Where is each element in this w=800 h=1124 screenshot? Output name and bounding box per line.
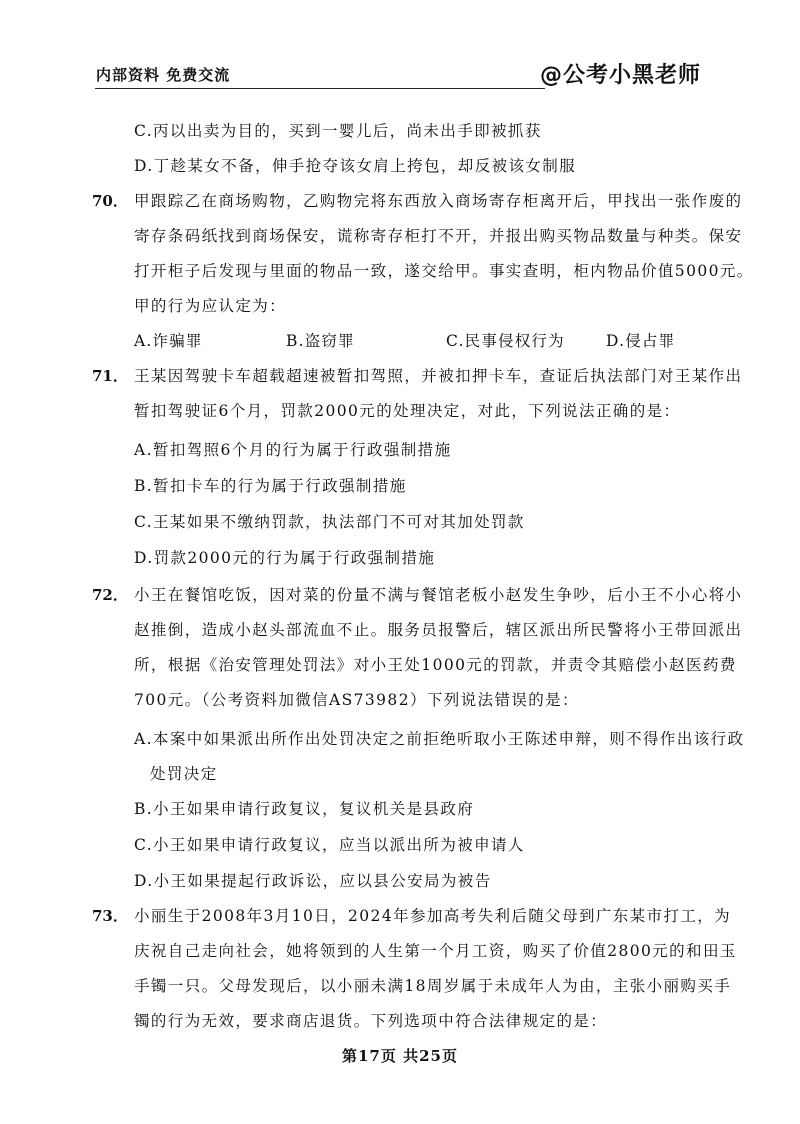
option-d: D.罚款2000元的行为属于行政强制措施	[134, 549, 436, 567]
question-text-line: 打开柜子后发现与里面的物品一致，遂交给甲。事实查明，柜内物品价值5000元。	[134, 262, 754, 280]
question-text-line: 手镯一只。父母发现后，以小丽未满18周岁属于未成年人为由，主张小丽购买手	[134, 977, 732, 995]
header-watermark: @公考小黑老师	[540, 63, 702, 88]
question-text-line: 甲的行为应认定为：	[134, 297, 287, 315]
question-number: 73．	[92, 907, 128, 925]
question-text-line: 王某因驾驶卡车超载超速被暂扣驾照，并被扣押卡车，查证后执法部门对王某作出	[134, 367, 743, 385]
question-text-line: 赵推倒，造成小赵头部流血不止。服务员报警后，辖区派出所民警将小王带回派出	[134, 621, 743, 639]
question-text-line: 小王在餐馆吃饭，因对菜的份量不满与餐馆老板小赵发生争吵，后小王不小心将小	[134, 586, 743, 604]
question-text-line: 庆祝自己走向社会，她将领到的人生第一个月工资，购买了价值2800元的和田玉	[134, 942, 737, 960]
question-number: 72．	[92, 586, 128, 604]
option-c: C.王某如果不缴纳罚款，执法部门不可对其加处罚款	[134, 513, 525, 531]
question-text-line: 寄存条码纸找到商场保安，谎称寄存柜打不开，并报出购买物品数量与种类。保安	[134, 227, 743, 245]
header-left-label: 内部资料 免费交流	[96, 66, 231, 84]
option-b: B.暂扣卡车的行为属于行政强制措施	[134, 477, 407, 495]
option-b: B.小王如果申请行政复议，复议机关是县政府	[134, 800, 475, 818]
option-c: C.小王如果申请行政复议，应当以派出所为被申请人	[134, 836, 525, 854]
question-number: 70．	[92, 192, 128, 210]
header-divider	[95, 88, 545, 89]
question-text-line: 所，根据《治安管理处罚法》对小王处1000元的罚款，并责令其赔偿小赵医药费	[134, 656, 737, 674]
question-number: 71．	[92, 367, 128, 385]
option-d: D.小王如果提起行政诉讼，应以县公安局为被告	[134, 872, 492, 890]
option-d: D.侵占罪	[606, 332, 676, 350]
question-text-line: 暂扣驾驶证6个月，罚款2000元的处理决定，对此，下列说法正确的是：	[134, 402, 681, 420]
question-text-line: 小丽生于2008年3月10日，2024年参加高考失利后随父母到广东某市打工，为	[134, 907, 732, 925]
question-text-line: 甲跟踪乙在商场购物，乙购物完将东西放入商场寄存柜离开后，甲找出一张作废的	[134, 192, 743, 210]
question-text-line: 镯的行为无效，要求商店退货。下列选项中符合法律规定的是：	[134, 1012, 608, 1030]
option-b: B.盗窃罪	[286, 332, 355, 350]
option-d-prev: D.丁趁某女不备，伸手抢夺该女肩上挎包，却反被该女制服	[134, 157, 577, 175]
option-a: A.诈骗罪	[134, 332, 203, 350]
option-a: A.本案中如果派出所作出处罚决定之前拒绝听取小王陈述申辩，则不得作出该行政	[134, 730, 745, 748]
question-text-line: 700元。（公考资料加微信AS73982）下列说法错误的是：	[134, 691, 579, 709]
page-number: 第17页 共25页	[342, 1047, 458, 1065]
option-a: A.暂扣驾照6个月的行为属于行政强制措施	[134, 441, 452, 459]
option-a-continued: 处罚决定	[150, 765, 218, 783]
option-c-prev: C.丙以出卖为目的，买到一婴儿后，尚未出手即被抓获	[134, 122, 542, 140]
option-c: C.民事侵权行为	[446, 332, 565, 350]
